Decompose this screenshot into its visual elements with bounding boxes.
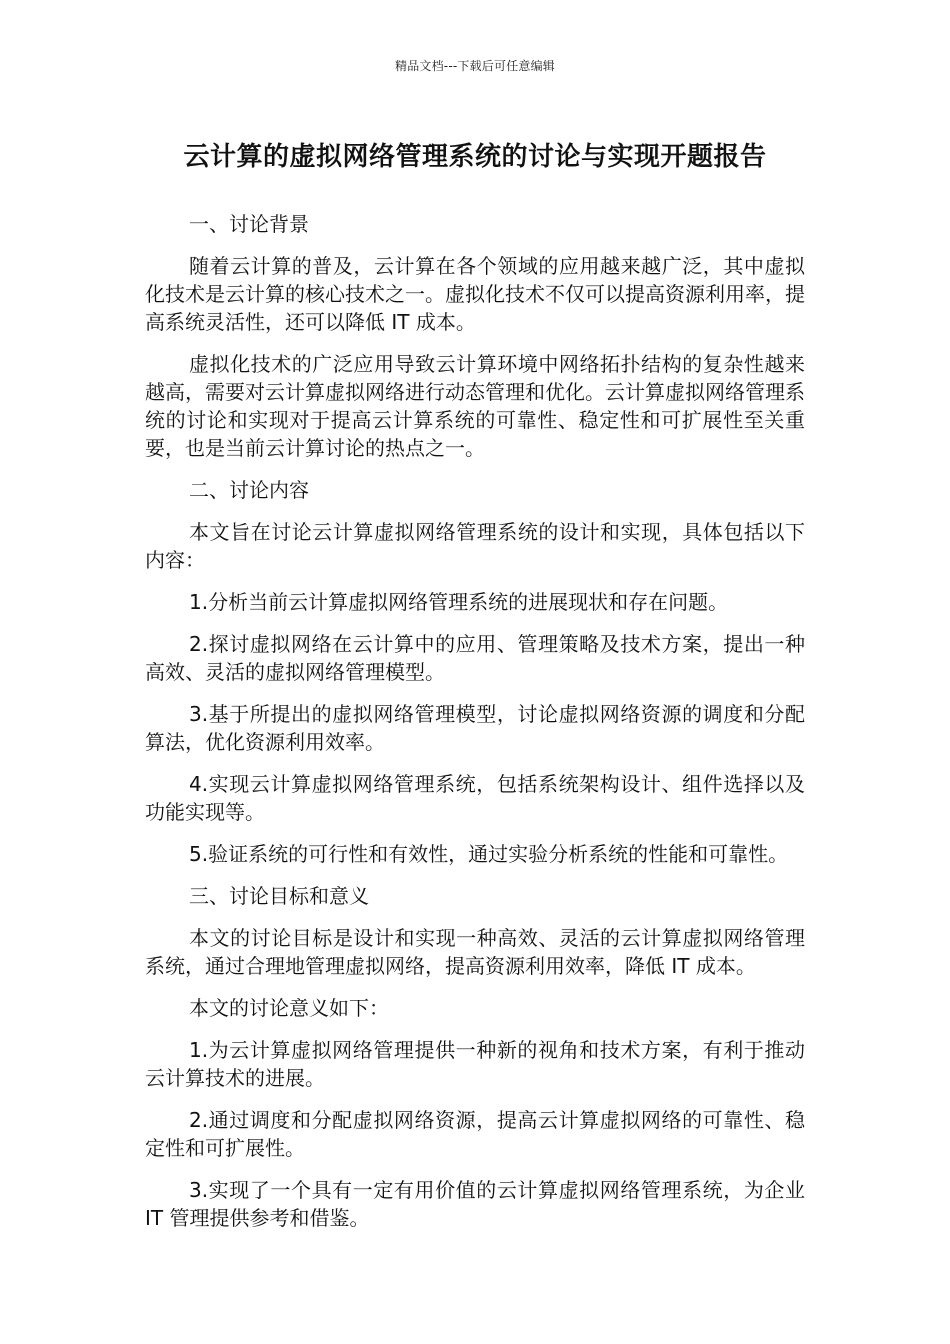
- section-heading-content: 二、讨论内容: [189, 478, 309, 502]
- list-item: 2.通过调度和分配虚拟网络资源，提高云计算虚拟网络的可靠性、稳定性和可扩展性。: [145, 1108, 805, 1160]
- section-heading-background: 一、讨论背景: [189, 212, 309, 236]
- document-title: 云计算的虚拟网络管理系统的讨论与实现开题报告: [183, 142, 767, 172]
- section-heading-goals: 三、讨论目标和意义: [189, 884, 369, 908]
- paragraph: 虚拟化技术的广泛应用导致云计算环境中网络拓扑结构的复杂性越来越高，需要对云计算虚拟网络进行动态管理和优化。云计算虚拟网络管理系统的讨论和实现对于提高云计算系统的可靠性、稳定性和可扩展性至关重要，也是当前云计算讨论的热点之一。: [145, 352, 805, 460]
- list-item: 1.分析当前云计算虚拟网络管理系统的进展现状和存在问题。: [189, 590, 729, 614]
- list-item: 3.基于所提出的虚拟网络管理模型，讨论虚拟网络资源的调度和分配算法，优化资源利用效率。: [145, 702, 805, 754]
- list-item: 5.验证系统的可行性和有效性，通过实验分析系统的性能和可靠性。: [189, 842, 789, 866]
- list-item: 2.探讨虚拟网络在云计算中的应用、管理策略及技术方案，提出一种高效、灵活的虚拟网络管理模型。: [145, 632, 805, 684]
- paragraph: 随着云计算的普及，云计算在各个领域的应用越来越广泛，其中虚拟化技术是云计算的核心技术之一。虚拟化技术不仅可以提高资源利用率，提高系统灵活性，还可以降低 IT 成本。: [145, 254, 805, 334]
- paragraph: 本文的讨论意义如下：: [189, 996, 389, 1020]
- list-item: 4.实现云计算虚拟网络管理系统，包括系统架构设计、组件选择以及功能实现等。: [145, 772, 805, 824]
- list-item: 1.为云计算虚拟网络管理提供一种新的视角和技术方案，有利于推动云计算技术的进展。: [145, 1038, 805, 1090]
- document-body: [145, 210, 805, 1246]
- paragraph: 本文旨在讨论云计算虚拟网络管理系统的设计和实现，具体包括以下内容：: [145, 520, 805, 572]
- paragraph: 本文的讨论目标是设计和实现一种高效、灵活的云计算虚拟网络管理系统，通过合理地管理虚拟网络，提高资源利用效率，降低 IT 成本。: [145, 926, 805, 978]
- header-note: 精品文档---下载后可任意编辑: [395, 59, 555, 73]
- list-item: 3.实现了一个具有一定有用价值的云计算虚拟网络管理系统，为企业 IT 管理提供参考和借鉴。: [145, 1178, 805, 1230]
